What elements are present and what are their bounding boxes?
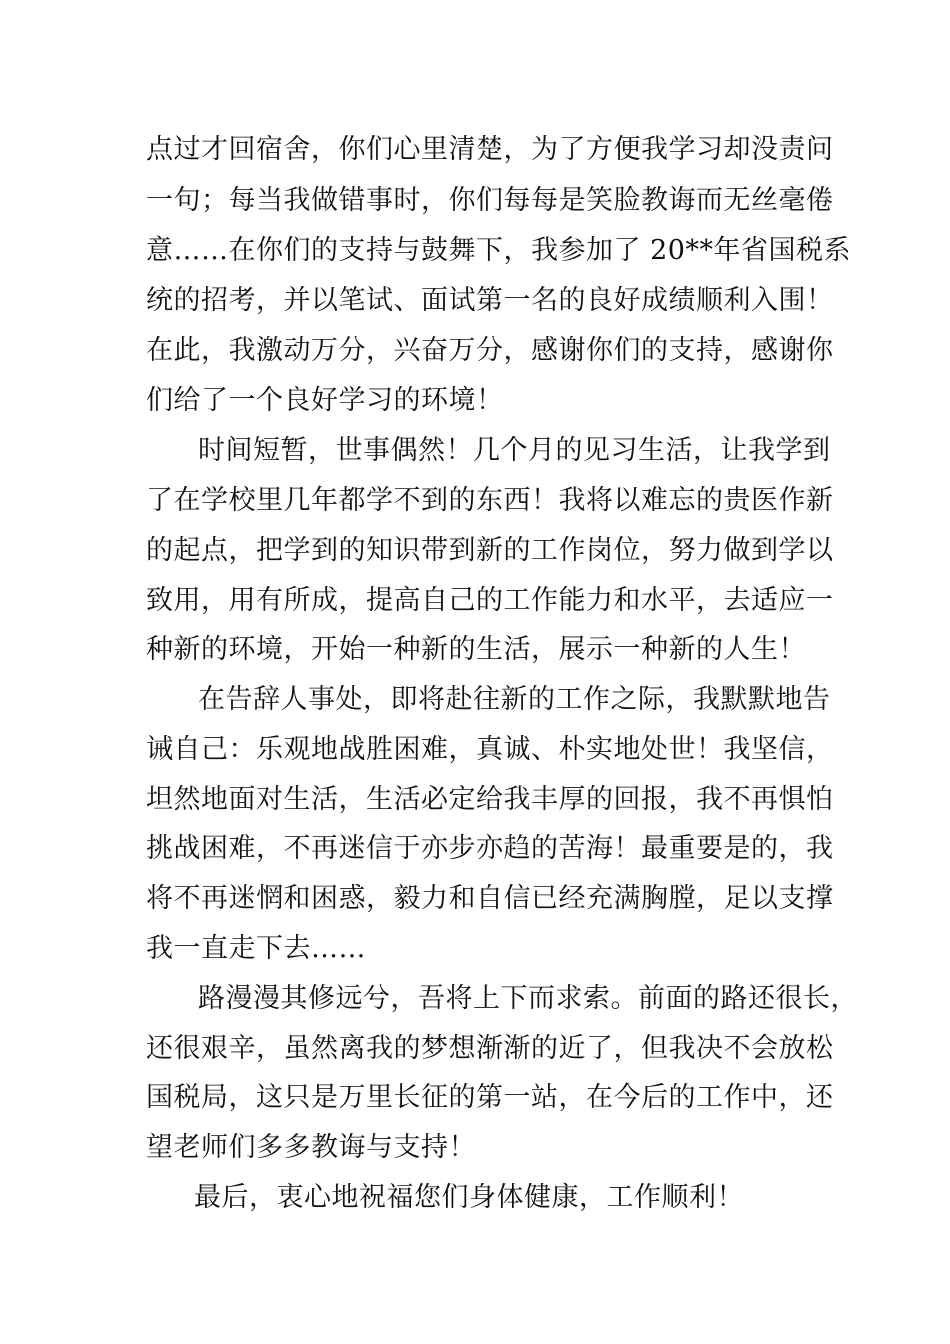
text-line: 在此，我激动万分，兴奋万分，感谢你们的支持，感谢你 [146, 335, 834, 366]
text-line: 坦然地面对生活，生活必定给我丰厚的回报，我不再惧怕 [146, 784, 834, 815]
text-line: 了在学校里几年都学不到的东西！我将以难忘的贵医作新 [146, 485, 834, 516]
text-line: 路漫漫其修远兮，吾将上下而求索。前面的路还很长， [198, 983, 858, 1014]
text-line: 在告辞人事处，即将赴往新的工作之际，我默默地告 [198, 684, 831, 715]
text-line: 望老师们多多教诲与支持！ [146, 1132, 476, 1163]
text-line: 致用，用有所成，提高自己的工作能力和水平，去适应一 [146, 585, 834, 616]
closing-line: 最后，衷心地祝福您们身体健康，工作顺利！ [194, 1182, 744, 1213]
text-line: 一句；每当我做错事时，你们每每是笑脸教诲而无丝毫倦 [146, 185, 834, 216]
text-line: 点过才回宿舍，你们心里清楚，为了方便我学习却没责问 [146, 134, 834, 165]
text-line: 我一直走下去…… [146, 933, 366, 964]
text-line: 时间短暂，世事偶然！几个月的见习生活，让我学到 [198, 435, 831, 466]
text-line: 诫自己：乐观地战胜困难，真诚、朴实地处世！我坚信， [146, 734, 834, 765]
text-line: 挑战困难，不再迷信于亦步亦趋的苦海！最重要是的，我 [146, 833, 834, 864]
text-line: 意……在你们的支持与鼓舞下，我参加了 20**年省国税系 [146, 235, 851, 266]
text-line: 种新的环境，开始一种新的生活，展示一种新的人生！ [146, 634, 806, 665]
text-line: 国税局，这只是万里长征的第一站，在今后的工作中，还 [146, 1082, 834, 1113]
text-line: 统的招考，并以笔试、面试第一名的良好成绩顺利入围！ [146, 285, 834, 316]
text-line: 还很艰辛，虽然离我的梦想渐渐的近了，但我决不会放松 [146, 1033, 834, 1064]
text-line: 们给了一个良好学习的环境！ [146, 385, 504, 416]
text-line: 将不再迷惘和困惑，毅力和自信已经充满胸膛，足以支撑 [146, 883, 834, 914]
text-line: 的起点，把学到的知识带到新的工作岗位，努力做到学以 [146, 535, 834, 566]
